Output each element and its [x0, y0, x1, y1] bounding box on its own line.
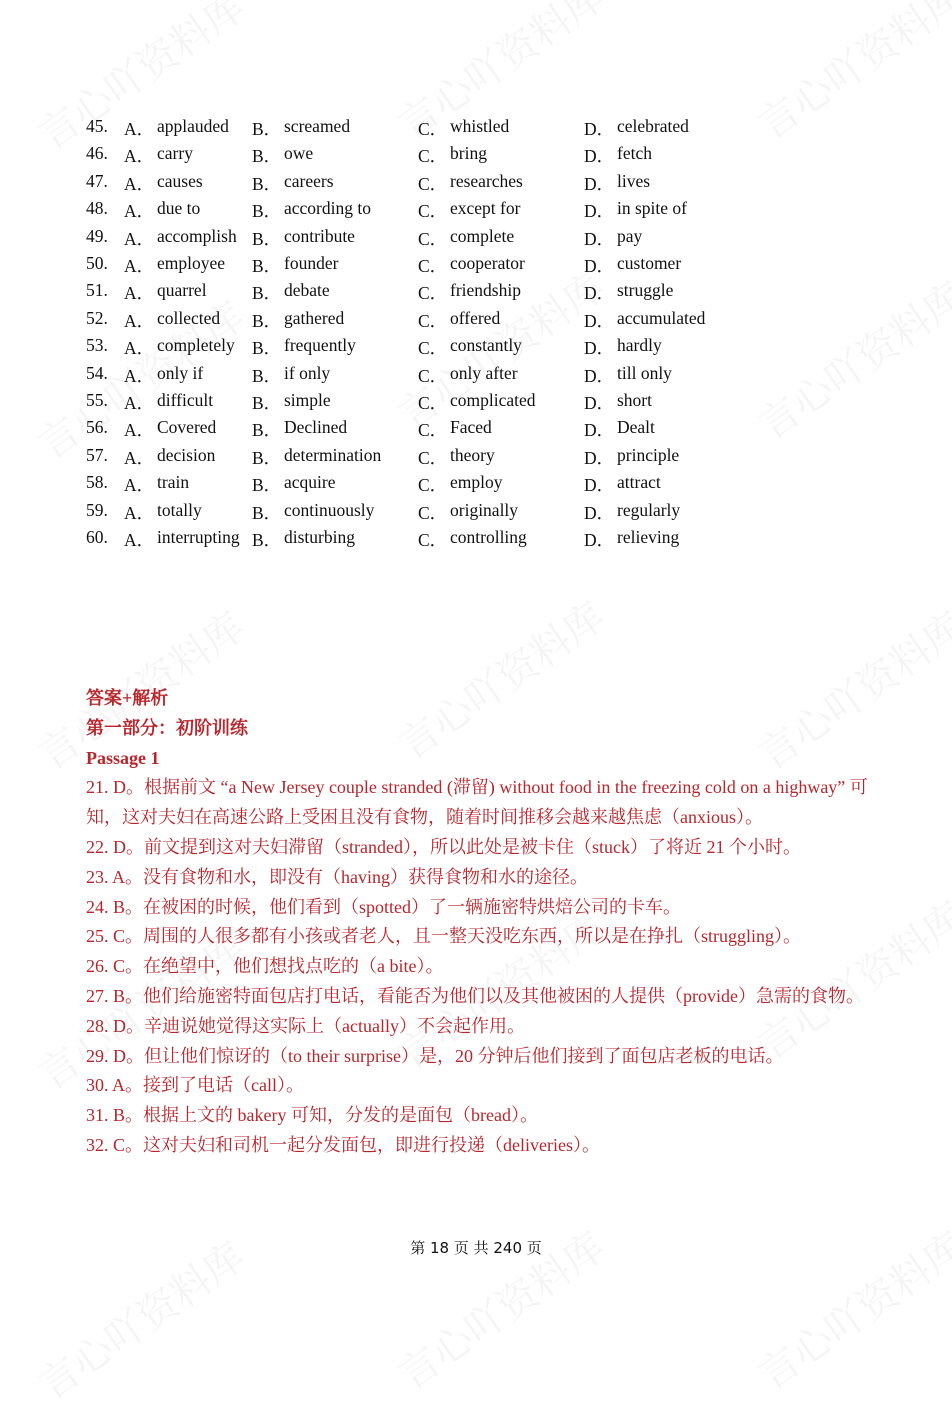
- option-letter: A．: [124, 365, 155, 386]
- watermark-text: [745, 266, 952, 450]
- option-d-text: hardly: [617, 335, 662, 356]
- option-b-text: disturbing: [284, 527, 355, 547]
- option-b-text: simple: [284, 390, 331, 410]
- option-letter: C．: [418, 475, 448, 496]
- option-b-text: Declined: [284, 417, 348, 438]
- option-letter: C．: [418, 310, 448, 331]
- option-letter: D．: [584, 475, 615, 496]
- option-a-text: carry: [157, 143, 193, 164]
- option-letter: C．: [418, 146, 448, 167]
- question-number: 56.: [86, 417, 108, 438]
- option-letter: A．: [124, 173, 155, 194]
- question-number: 55.: [86, 390, 108, 410]
- option-letter: B．: [252, 420, 282, 441]
- option-a-text: totally: [157, 499, 202, 520]
- answer-item: 30. A。接到了电话（call）。: [86, 1075, 304, 1096]
- option-letter: D．: [584, 228, 615, 249]
- answer-item: 21. D。根据前文 “a New Jersey couple stranded (滞留) without food in the freezing cold on a highway” 可知，这对夫妇在高速公路上受困且没有食物，随着时间推移会越来越焦虑（anxious）。: [86, 777, 868, 828]
- option-c-text: constantly: [450, 335, 522, 356]
- option-letter: D．: [584, 420, 615, 441]
- option-a-text: quarrel: [157, 280, 207, 301]
- option-letter: D．: [584, 256, 615, 276]
- option-letter: C．: [418, 420, 448, 441]
- option-b-text: according to: [284, 198, 371, 219]
- option-d-text: in spite of: [617, 198, 687, 219]
- option-letter: B．: [252, 256, 282, 276]
- option-letter: D．: [584, 502, 615, 523]
- option-letter: B．: [252, 475, 282, 496]
- option-letter: C．: [418, 119, 448, 139]
- option-letter: D．: [584, 338, 615, 359]
- option-a-text: decision: [157, 444, 216, 465]
- answers-heading: 答案+解析: [86, 688, 169, 708]
- option-d-text: Dealt: [617, 417, 655, 438]
- option-letter: D．: [584, 119, 615, 139]
- option-letter: B．: [252, 228, 282, 249]
- option-letter: A．: [124, 283, 155, 304]
- option-b-text: screamed: [284, 116, 351, 136]
- option-c-text: employ: [450, 472, 503, 493]
- option-d-text: till only: [617, 362, 672, 383]
- option-letter: B．: [252, 338, 282, 359]
- option-letter: C．: [418, 338, 448, 359]
- option-letter: B．: [252, 283, 282, 304]
- option-c-text: controlling: [450, 527, 527, 547]
- answer-item: 22. D。前文提到这对夫妇滞留（stranded），所以此处是被卡住（stuck）了将近 21 个小时。: [86, 836, 801, 857]
- watermark-text: [745, 0, 952, 151]
- option-letter: A．: [124, 338, 155, 359]
- option-b-text: continuously: [284, 499, 375, 520]
- option-letter: D．: [584, 365, 615, 386]
- option-letter: D．: [584, 201, 615, 222]
- option-c-text: originally: [450, 499, 519, 520]
- option-a-text: only if: [157, 362, 204, 383]
- option-letter: C．: [418, 283, 448, 304]
- option-letter: C．: [418, 228, 448, 249]
- option-d-text: struggle: [617, 280, 674, 301]
- option-c-text: whistled: [450, 116, 510, 136]
- question-number: 54.: [86, 362, 108, 383]
- option-letter: B．: [252, 146, 282, 167]
- question-number: 48.: [86, 198, 108, 219]
- option-letter: A．: [124, 256, 155, 276]
- question-number: 58.: [86, 472, 108, 493]
- option-c-text: researches: [450, 170, 523, 191]
- option-letter: B．: [252, 447, 282, 468]
- option-a-text: Covered: [157, 417, 217, 438]
- option-letter: C．: [418, 365, 448, 386]
- option-d-text: fetch: [617, 143, 652, 164]
- answer-item: 24. B。在被困的时候，他们看到（spotted）了一辆施密特烘焙公司的卡车。: [86, 896, 681, 917]
- option-c-text: bring: [450, 143, 487, 164]
- option-letter: D．: [584, 393, 615, 413]
- question-number: 53.: [86, 335, 108, 356]
- option-letter: A．: [124, 447, 155, 468]
- option-letter: D．: [584, 173, 615, 194]
- question-number: 60.: [86, 527, 108, 547]
- option-letter: D．: [584, 447, 615, 468]
- option-letter: B．: [252, 201, 282, 222]
- option-c-text: complicated: [450, 390, 536, 410]
- option-d-text: lives: [617, 170, 651, 191]
- option-letter: D．: [584, 283, 615, 304]
- answer-item: 32. C。这对夫妇和司机一起分发面包，即进行投递（deliveries）。: [86, 1134, 600, 1155]
- answer-section: [86, 684, 876, 1161]
- option-b-text: if only: [284, 362, 331, 383]
- option-b-text: frequently: [284, 335, 356, 356]
- option-d-text: customer: [617, 253, 682, 273]
- option-letter: D．: [584, 310, 615, 331]
- option-letter: D．: [584, 530, 615, 550]
- option-letter: C．: [418, 173, 448, 194]
- option-c-text: only after: [450, 362, 518, 383]
- option-letter: B．: [252, 310, 282, 331]
- option-a-text: applauded: [157, 116, 229, 136]
- option-b-text: owe: [284, 143, 314, 164]
- option-c-text: friendship: [450, 280, 521, 301]
- option-a-text: due to: [157, 198, 201, 219]
- option-a-text: difficult: [157, 390, 214, 410]
- option-c-text: except for: [450, 198, 521, 219]
- option-letter: D．: [584, 146, 615, 167]
- option-letter: B．: [252, 119, 282, 139]
- option-d-text: accumulated: [617, 307, 706, 328]
- passage-heading: Passage 1: [86, 747, 160, 768]
- question-number: 47.: [86, 170, 108, 191]
- answer-list: [86, 773, 876, 1160]
- option-letter: B．: [252, 173, 282, 194]
- option-letter: A．: [124, 530, 155, 550]
- option-c-text: offered: [450, 307, 501, 328]
- option-letter: B．: [252, 365, 282, 386]
- question-number: 46.: [86, 143, 108, 164]
- option-d-text: regularly: [617, 499, 681, 520]
- option-d-text: principle: [617, 444, 680, 465]
- option-a-text: employee: [157, 253, 226, 273]
- option-letter: C．: [418, 256, 448, 276]
- question-number: 50.: [86, 253, 108, 273]
- option-letter: C．: [418, 530, 448, 550]
- option-letter: A．: [124, 310, 155, 331]
- option-letter: A．: [124, 420, 155, 441]
- question-number: 52.: [86, 307, 108, 328]
- option-letter: C．: [418, 447, 448, 468]
- option-b-text: acquire: [284, 472, 336, 493]
- answer-item: 29. D。但让他们惊讶的（to their surprise）是，20 分钟后他们接到了面包店老板的电话。: [86, 1045, 784, 1066]
- option-letter: B．: [252, 502, 282, 523]
- option-d-text: celebrated: [617, 116, 689, 136]
- answer-item: 27. B。他们给施密特面包店打电话，看能否为他们以及其他被困的人提供（provide）急需的食物。: [86, 985, 864, 1006]
- answer-item: 31. B。根据上文的 bakery 可知，分发的是面包（bread）。: [86, 1105, 538, 1126]
- option-c-text: theory: [450, 444, 495, 465]
- option-letter: C．: [418, 393, 448, 413]
- option-letter: A．: [124, 393, 155, 413]
- option-d-text: attract: [617, 472, 661, 493]
- question-number: 59.: [86, 499, 108, 520]
- option-d-text: relieving: [617, 527, 680, 547]
- option-c-text: cooperator: [450, 253, 525, 273]
- option-letter: A．: [124, 502, 155, 523]
- option-letter: A．: [124, 228, 155, 249]
- option-a-text: collected: [157, 307, 221, 328]
- option-a-text: completely: [157, 335, 235, 356]
- option-a-text: interrupting: [157, 527, 240, 547]
- option-b-text: debate: [284, 280, 330, 301]
- option-a-text: accomplish: [157, 225, 237, 246]
- question-number: 57.: [86, 444, 108, 465]
- option-a-text: causes: [157, 170, 203, 191]
- part-heading: 第一部分：初阶训练: [86, 717, 248, 738]
- option-b-text: careers: [284, 170, 334, 191]
- option-b-text: determination: [284, 444, 382, 465]
- question-number: 51.: [86, 280, 108, 301]
- option-c-text: Faced: [450, 417, 492, 438]
- option-letter: C．: [418, 201, 448, 222]
- answer-item: 25. C。周围的人很多都有小孩或者老人，且一整天没吃东西，所以是在挣扎（struggling）。: [86, 926, 802, 947]
- option-letter: A．: [124, 475, 155, 496]
- page-number: 第 18 页 共 240 页: [410, 1239, 542, 1257]
- option-letter: A．: [124, 146, 155, 167]
- answer-item: 28. D。辛迪说她觉得这实际上（actually）不会起作用。: [86, 1015, 525, 1036]
- question-number: 45.: [86, 116, 108, 136]
- option-a-text: train: [157, 472, 190, 493]
- question-number: 49.: [86, 225, 108, 246]
- option-letter: B．: [252, 530, 282, 550]
- option-c-text: complete: [450, 225, 515, 246]
- answer-item: 23. A。没有食物和水，即没有（having）获得食物和水的途径。: [86, 866, 588, 887]
- option-letter: C．: [418, 502, 448, 523]
- option-b-text: founder: [284, 253, 339, 273]
- option-b-text: gathered: [284, 307, 345, 328]
- option-letter: B．: [252, 393, 282, 413]
- option-letter: A．: [124, 201, 155, 222]
- option-letter: A．: [124, 119, 155, 139]
- option-b-text: contribute: [284, 225, 355, 246]
- option-d-text: short: [617, 390, 652, 410]
- option-d-text: pay: [617, 225, 643, 246]
- answer-item: 26. C。在绝望中，他们想找点吃的（a bite）。: [86, 956, 444, 977]
